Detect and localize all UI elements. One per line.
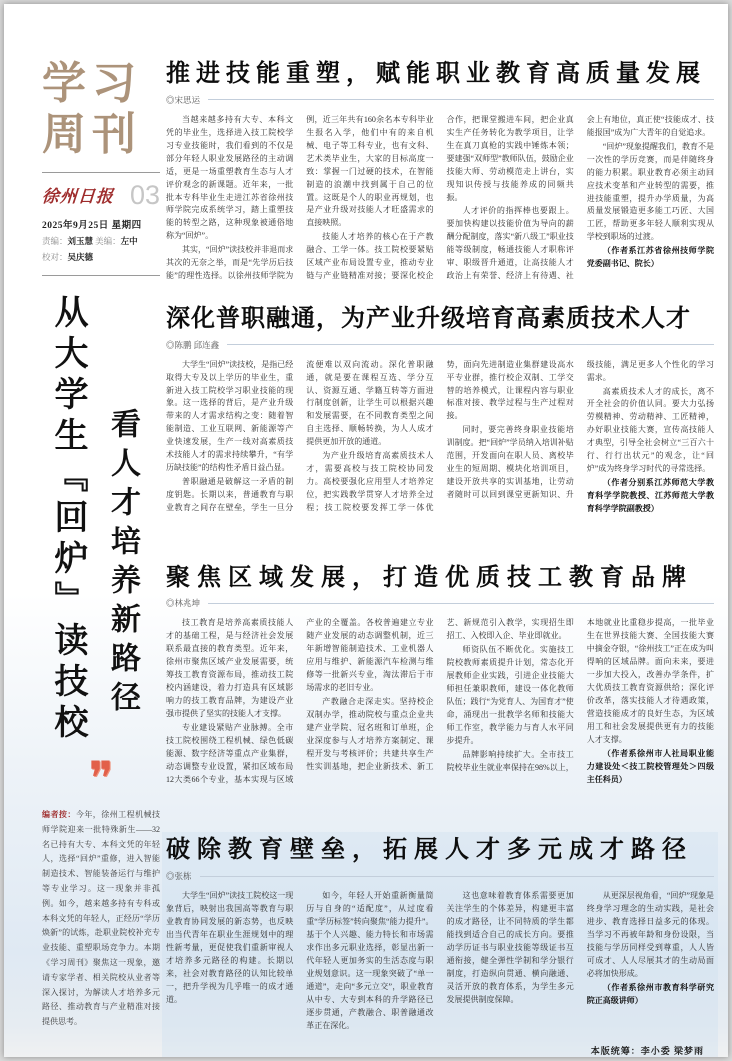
masthead-divider-top <box>42 172 160 173</box>
body-paragraph: 专业建设紧贴产业脉搏。全市技工院校围绕工程机械、绿色低碳能源、数字经济等重点产业集群，动态调整专业设置，紧扣区域布局12大类66个专业，基本实现与区域产业的全覆盖。各校普遍建立专业随产业发展的动态调整机制，近三年新增智能制造技术、工业机器人应用与维护、新能源汽车检测与维修等一批新兴专业，淘汰滞后于市场需求的老旧专业。 <box>166 618 434 784</box>
body-paragraph: 其实，“回炉”读技校并非退而求其次的无奈之举，而是“先学历后技能”的理性选择。以徐州技师学院为例，近三年共有160余名本专科毕业生报名入学，他们中有的来自机械、电子等工科专业，也有文科、艺术类毕业生，大家的目标高度一致：掌握一门过硬的技术，在智能制造的浪潮中找到属于自己的位置。这既是个人的职业再规划，也是产业升级对技能人才旺盛需求的直接映照。 <box>166 114 434 281</box>
vertical-headline-main: 从大学生『回炉』读技校 <box>49 294 87 746</box>
byline-rule <box>200 876 714 877</box>
article-3-byline: ◎林兆坤 <box>166 598 201 609</box>
article-1-attribution: （作者系江苏省徐州技师学院党委副书记、院长） <box>586 246 714 269</box>
article-2-headline: 深化普职融通，为产业升级培育高素质技术人才 <box>166 305 691 332</box>
newspaper-page <box>4 4 728 1057</box>
article-4-byline-row <box>166 870 714 882</box>
main-column <box>166 60 714 1057</box>
article-2 <box>166 305 714 551</box>
body-paragraph: “回炉”现象提醒我们，教育不是一次性的学历竞赛，而是伴随终身的能力积累。职业教育必须主动回应技术变革和产业转型的需要，推进技能重塑，提升办学质量，为高质量发展锻造更多能工巧匠、大国工匠，帮助更多年轻人顺利实现从学校到职场的过渡。 <box>586 141 714 242</box>
body-paragraph: 从更深层视角看，“回炉”现象是终身学习理念的生动实践，是社会进步、教育选择日益多元的体现。当学习不再被年龄和身份设限，当技能与学历同样受到尊重，人人皆可成才、人人尽展其才的生动局面必将加快形成。 <box>586 891 714 978</box>
staff-label: 美编： <box>95 236 121 247</box>
article-2-byline-row <box>166 339 714 351</box>
weekly-title-line2: 周刊 <box>42 110 142 160</box>
article-4-byline: ◎张栋 <box>166 871 192 882</box>
body-paragraph: 师资队伍不断优化。实施技工院校教师素质提升计划，常态化开展教师企业实践，引进企业技能大师担任兼职教师，建设一体化教师队伍；践行“为党育人、为国育才”使命，涌现出一批教学名师和技能大师工作室，教学能力与育人水平同步提升。 <box>446 645 574 745</box>
article-3-headline: 聚焦区域发展，打造优质技工教育品牌 <box>166 564 693 591</box>
article-4-headline: 破除教育壁垒，拓展人才多元成才路径 <box>166 837 693 864</box>
article-1-byline: ◎宋思运 <box>166 94 201 105</box>
weekly-masthead <box>42 58 160 160</box>
body-paragraph: 品牌影响持续扩大。全市技工院校毕业生就业率保持在98%以上，本地就业比重稳步提高，一批毕业生在世界技能大赛、全国技能大赛中摘金夺银，“徐州技工”正在成为叫得响的区域品牌。面向未来，要进一步加大投入，改善办学条件，扩大优质技工教育资源供给；深化评价改革，落实技能人才待遇政策，营造技能成才的良好生态，为区域用工和社会发展提供更有力的技能人才支撑。 <box>446 618 714 772</box>
editor-note-label: 编者按： <box>42 810 76 820</box>
article-1-byline-row <box>166 94 714 106</box>
body-paragraph: 产教融合走深走实。坚持校企双制办学，推动院校与重点企业共建产业学院、冠名班和订单班，企业深度参与人才培养方案制定、课程开发与考核评价；共建共享生产性实训基地，把企业新技术、新工艺、新规范引入教学，实现招生即招工、入校即入企、毕业即就业。 <box>306 618 574 771</box>
body-paragraph: 高素质技术人才的成长，离不开全社会的价值认同。要大力弘扬劳模精神、劳动精神、工匠精神，办好职业技能大赛，宣传高技能人才典型，引导全社会树立“三百六十行、行行出状元”的观念，让“回炉”成为终身学习时代的寻常选择。 <box>586 386 714 474</box>
staff-line-2 <box>42 251 160 263</box>
article-4-attribution: （作者系徐州市教育科学研究院正高级讲师） <box>586 982 714 1005</box>
byline-rule <box>208 99 714 100</box>
newspaper-logo: 徐州日报 <box>41 187 115 207</box>
staff-label: 校对： <box>42 252 68 263</box>
article-2-byline: ◎陈鹏 邱连鑫 <box>166 339 220 350</box>
body-paragraph: 大学生“回炉”读技工院校这一现象背后，映射出我国高等教育与职业教育协同发展的新态势，也反映出当代青年在职业生涯规划中的理性新考量，更促使我们重新审视人才培养多元路径的构建。长期以来，社会对教育路径的认知比较单一，把升学视为几乎唯一的成才通道。 <box>166 891 294 1004</box>
staff-name: 刘玉慧 <box>67 236 94 247</box>
sidebar <box>42 58 160 1041</box>
masthead-divider-bottom <box>42 275 160 276</box>
article-3-attribution: （作者系徐州市人社局职业能力建设处＜技工院校管理处＞四级主任科员） <box>586 748 714 784</box>
staff-name: 左中 <box>120 236 138 247</box>
weekly-title-line1: 学习 <box>42 59 142 108</box>
article-3-byline-row <box>166 597 714 609</box>
body-paragraph: 技工教育是培养高素质技能人才的基础工程，是与经济社会发展联系最直接的教育类型。近年来，徐州市聚焦区域产业发展需要，统筹技工教育资源布局，推动技工院校内涵建设，着力打造具有区域影响力的技工教育品牌，为建设产业强市提供了坚实的技能人才支撑。 <box>166 618 294 719</box>
body-paragraph: 同时，要完善终身职业技能培训制度。把“回炉”学员纳入培训补贴范围，开发面向在职人员、离校毕业生的短周期、模块化培训项目，建设开放共享的实训基地，让劳动者随时可以回到课堂更新知识、升级技能，满足更多人个性化的学习需求。 <box>446 359 714 500</box>
article-3 <box>166 564 714 820</box>
article-1 <box>166 60 714 292</box>
article-2-body <box>166 359 714 551</box>
article-4 <box>162 832 718 1057</box>
body-paragraph: 如今，年轻人开始重新衡量简历与自身的“适配度”，从过度看重“学历标签”转向聚焦“能力提升”。基于个人兴趣、能力特长和市场需求作出多元职业选择，彰显出新一代年轻人更加务实的生活态度与职业规划意识。这一现象突破了“单一通道”，走向“多元立交”，职业教育从中专、大专到本科的升学路径已逐步贯通，产教融合、职普融通改革正在深化。 <box>306 891 434 1030</box>
article-2-attribution: （作者分别系江苏师范大学教育科学学院教授、江苏师范大学教育科学学院副教授） <box>586 478 714 514</box>
body-paragraph: 为产业升级培育高素质技术人才，需要高校与技工院校协同发力。高校要强化应用型人才培养定位，把实践教学贯穿人才培养全过程；技工院校要发挥工学一体优势，面向先进制造业集群建设高水平专业群，推行校企双制、工学交替的培养模式，让课程内容与职业标准对接、教学过程与生产过程对接。 <box>306 359 574 513</box>
article-1-body <box>166 114 714 292</box>
body-paragraph: 技能人才培养的核心在于产教融合、工学一体。技工院校要紧贴区域产业布局设置专业，推动专业链与产业链精准对接；要深化校企合作，把课堂搬进车间，把企业真实生产任务转化为教学项目，让学生在真刀真枪的实践中锤炼本领；要建强“双师型”教师队伍，鼓励企业技能大师、劳动模范走上讲台，实现知识传授与技能养成的同频共振。 <box>306 114 574 281</box>
date-line: 2025年9月25日 星期四 <box>42 221 142 232</box>
body-paragraph: 人才评价的指挥棒也要跟上。要加快构建以技能价值为导向的薪酬分配制度，落实“新八级工”职业技能等级制度，畅通技能人才职称评审、职级晋升通道，让高技能人才政治上有荣誉、经济上有待遇、社会上有地位，真正使“技能成才、技能报国”成为广大青年的自觉追求。 <box>446 114 714 281</box>
byline-rule <box>227 344 714 345</box>
logo-row <box>41 179 160 210</box>
body-paragraph: 这也意味着教育体系需要更加关注学生的个体差异，构建更丰富的成才路径，让不同特质的学生都能找到适合自己的成长方向。要推动学历证书与职业技能等级证书互通衔接，健全弹性学制和学分银行制度，打造纵向贯通、横向融通、灵活开放的教育体系，为学生多元发展提供制度保障。 <box>446 891 574 1004</box>
page-coordination-credit: 本版统筹：李小委 梁梦雨 <box>590 1046 704 1057</box>
vertical-headline-block <box>42 290 160 758</box>
body-paragraph: 普职融通是破解这一矛盾的制度钥匙。长期以来，普通教育与职业教育之间存在壁垒，学生一旦分流便难以双向流动。深化普职融通，就是要在课程互选、学分互认、资源互通、学籍互转等方面进行制度创新，让学生可以根据兴趣和发展需要，在不同教育类型之间自主选择、顺畅转换，为人人成才提供更加开放的通道。 <box>166 359 434 513</box>
page-number: 03 <box>129 179 160 210</box>
staff-line-1 <box>42 235 160 247</box>
editor-note-text: 今年，徐州工程机械技师学院迎来一批特殊新生——32名已持有大专、本科文凭的年轻人，选择“回炉”重修，进入智能制造技术、智能装备运行与维护等专业学习。这一现象并非孤例。如今，越来越多持有专科或本科文凭的年轻人，正经历“学历焕新”的试炼，赴职业院校补充专业技能、重塑职场竞争力。本期《学习周刊》聚焦这一现象，邀请专家学者、相关院校从业者等深入探讨，为解读人才培养多元路径、推动教育与产业精准对接提供思考。 <box>42 810 161 1027</box>
article-3-body <box>166 617 714 819</box>
staff-name: 吴庆德 <box>67 252 94 263</box>
quote-icon: ❞ <box>88 751 114 806</box>
vertical-headline-sub: 看人才培养新路径 <box>106 408 139 721</box>
body-paragraph: 大学生“回炉”读技校，是指已经取得大专及以上学历的毕业生，重新进入技工院校学习职业技能的现象。这一选择的背后，是产业升级带来的人才需求结构之变：随着智能制造、工业互联网、新能源等产业快速发展，生产一线对高素质技术技能人才的需求持续攀升，“有学历缺技能”的结构性矛盾日益凸显。 <box>166 359 294 473</box>
staff-label: 责编： <box>42 236 68 247</box>
byline-rule <box>208 603 714 604</box>
article-4-body <box>166 890 714 1038</box>
body-paragraph: 当越来越多持有大专、本科文凭的毕业生，选择进入技工院校学习专业技能时，我们看到的不仅是部分年轻人职业发展路径的主动调适，更是一场重塑教育生态与人才评价观念的新课题。近年来，一批批本专科毕业生走进江苏省徐州技师学院完成系统学习，踏上重塑技能的转型之路，这种现象被通俗地称为“回炉”。 <box>166 114 294 241</box>
article-1-headline: 推进技能重塑，赋能职业教育高质量发展 <box>166 61 706 87</box>
editor-note <box>42 808 160 1030</box>
